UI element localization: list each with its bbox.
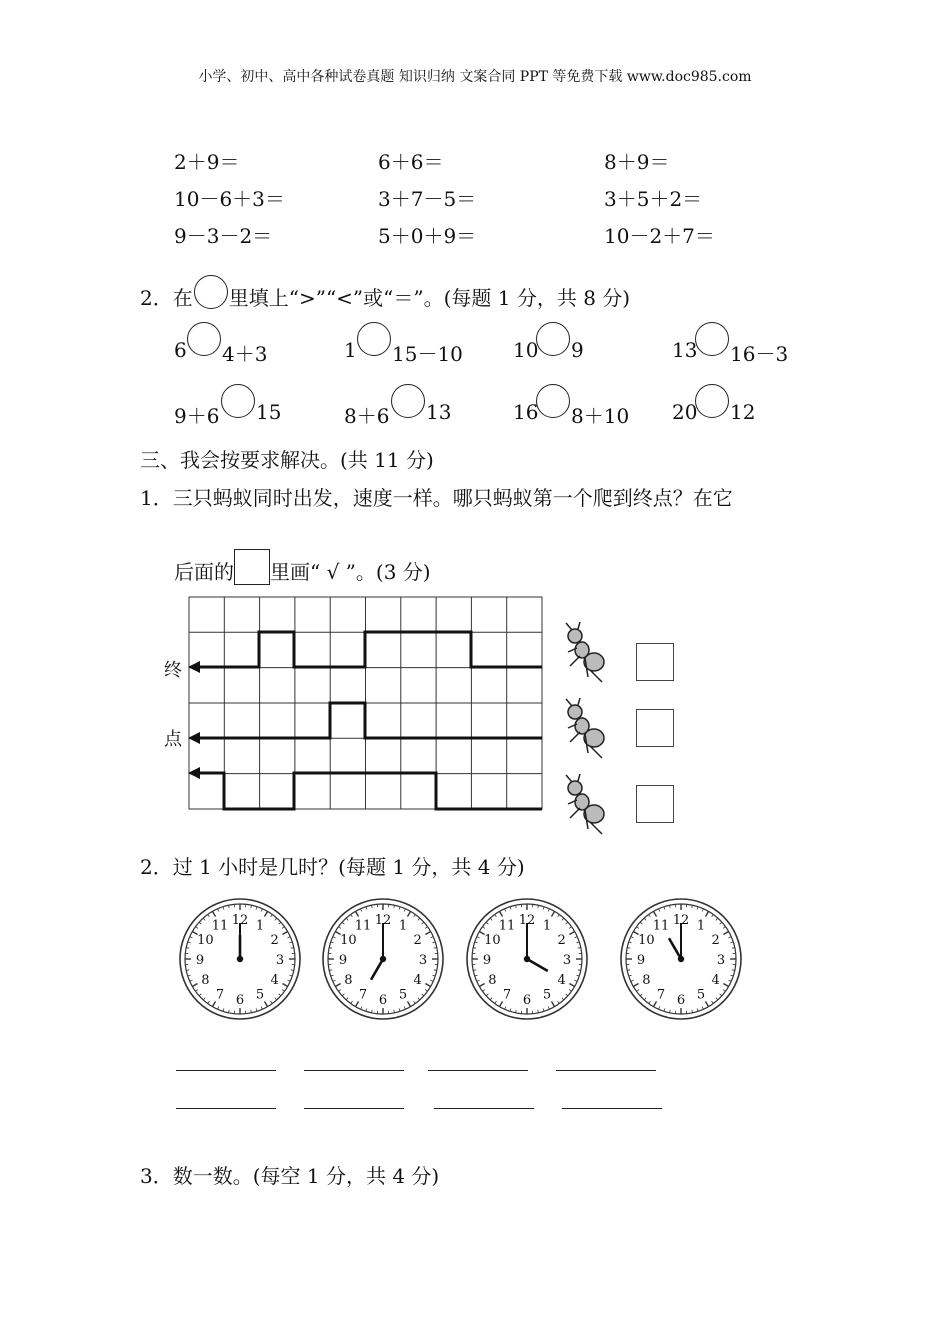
ant-icon <box>560 774 612 836</box>
compare-answer-circle[interactable] <box>187 322 221 356</box>
compare-right: 4＋3 <box>222 342 268 366</box>
clock-tick <box>282 927 284 929</box>
clock-tick <box>288 980 291 981</box>
clock-number: 11 <box>354 918 372 934</box>
clock-tick <box>282 984 287 987</box>
finish-label: 终 <box>164 660 182 681</box>
clock-tick <box>644 918 646 920</box>
clock-tick <box>706 911 709 916</box>
compare-left: 9＋6 <box>174 404 220 428</box>
clock-tick <box>475 975 478 976</box>
clock-tick <box>569 990 571 992</box>
clock-number: 4 <box>270 973 279 988</box>
clock-number: 5 <box>255 987 265 1003</box>
clock-tick <box>431 980 434 981</box>
arrow-icon <box>188 732 200 744</box>
compare-left: 10 <box>513 338 539 362</box>
clock-tick <box>575 980 578 981</box>
clock-tick <box>569 932 574 935</box>
clock-tick <box>408 911 411 916</box>
clock-tick <box>723 927 725 929</box>
clock-tick <box>505 1007 506 1010</box>
clock-tick <box>408 1001 411 1006</box>
clock-number: 10 <box>340 933 357 948</box>
clock-tick <box>203 918 205 920</box>
compare-right: 15－10 <box>392 342 463 366</box>
clock-tick <box>361 909 362 912</box>
clock-tick <box>256 1008 257 1011</box>
clock-tick <box>261 909 262 912</box>
compare-item <box>513 400 630 428</box>
clock-number: 8 <box>488 973 497 988</box>
compare-answer-circle[interactable] <box>695 384 729 418</box>
clock-tick <box>495 915 497 917</box>
clock-tick <box>213 911 216 916</box>
clock-face <box>321 897 445 1021</box>
clock-tick <box>552 911 555 916</box>
clock-tick <box>351 1001 353 1003</box>
clock-number: 1 <box>696 918 706 934</box>
clock-number: 4 <box>413 973 422 988</box>
clock-number: 6 <box>676 993 686 1008</box>
clock-tick <box>282 990 284 992</box>
clock-tick <box>723 984 728 987</box>
compare-answer-circle[interactable] <box>221 384 255 418</box>
ant-icon <box>560 698 612 760</box>
clock-center <box>380 956 386 962</box>
q3-1-text-line2 <box>174 549 431 585</box>
clock-tick <box>208 1001 210 1003</box>
clock-tick <box>486 922 488 924</box>
clock-tick <box>404 909 405 912</box>
clock-tick <box>659 909 660 912</box>
clock-tick <box>279 922 281 924</box>
compare-left: 1 <box>344 338 357 362</box>
clock-number: 4 <box>557 973 566 988</box>
clock-tick <box>425 990 427 992</box>
clock-number: 9 <box>195 953 205 968</box>
clock-tick <box>366 1008 367 1011</box>
clock-tick <box>562 998 564 1000</box>
clock-tick <box>199 994 201 996</box>
clock-number: 10 <box>484 933 501 948</box>
clock-number: 2 <box>270 933 279 948</box>
compare-right: 16－3 <box>730 342 789 366</box>
circle-icon <box>194 275 228 309</box>
clock-tick <box>431 937 434 938</box>
clock-tick <box>490 998 492 1000</box>
compare-item <box>344 338 463 366</box>
compare-item <box>513 338 584 362</box>
clock-number: 3 <box>418 953 428 968</box>
answer-line[interactable] <box>562 1108 662 1109</box>
clock-number: 1 <box>255 918 265 934</box>
compare-item <box>174 338 268 366</box>
clock-tick <box>366 907 367 910</box>
clock-tick <box>399 907 400 910</box>
clock-tick <box>289 975 292 976</box>
clock-tick <box>265 911 268 916</box>
clock-tick <box>720 994 722 996</box>
clock-number: 10 <box>197 933 214 948</box>
clock-tick <box>723 932 728 935</box>
clock-tick <box>637 990 639 992</box>
q2-prefix: 2．在 <box>140 286 193 310</box>
clock-tick <box>720 922 722 924</box>
clock-number: 7 <box>358 987 368 1003</box>
clock-tick <box>342 994 344 996</box>
clock-tick <box>404 1007 405 1010</box>
clock-tick <box>333 980 336 981</box>
clock-tick <box>422 922 424 924</box>
answer-box[interactable] <box>636 643 674 681</box>
clock-tick <box>543 1008 544 1011</box>
square-icon <box>234 549 270 585</box>
clock-hour-hand <box>669 938 681 959</box>
clock-number: 9 <box>482 953 492 968</box>
clock-tick <box>562 918 564 920</box>
clock-face <box>619 897 743 1021</box>
clock-tick <box>631 937 634 938</box>
clock-tick <box>275 918 277 920</box>
clock-tick <box>275 998 277 1000</box>
compare-item <box>344 400 452 429</box>
clock-tick <box>702 909 703 912</box>
clock-tick <box>510 1008 511 1011</box>
clock-tick <box>505 909 506 912</box>
clock-tick <box>552 1001 555 1006</box>
compare-right: 12 <box>730 400 756 424</box>
clock-face <box>178 897 302 1021</box>
clock-tick <box>425 984 430 987</box>
clock-tick <box>569 984 574 987</box>
q3-1-pre: 后面的 <box>174 560 234 584</box>
clock-number: 5 <box>696 987 706 1003</box>
clock-tick <box>543 907 544 910</box>
clock-tick <box>265 1001 268 1006</box>
clock-tick <box>432 942 435 943</box>
clock-number: 7 <box>656 987 666 1003</box>
clock-tick <box>712 915 714 917</box>
q2-title <box>140 275 630 311</box>
clock-tick <box>576 942 579 943</box>
clock-number: 12 <box>231 913 249 928</box>
clock-tick <box>271 1001 273 1003</box>
clock-number: 12 <box>518 913 536 928</box>
clock-tick <box>425 932 430 935</box>
clock-tick <box>425 927 427 929</box>
clock-tick <box>558 1001 560 1003</box>
clock-tick <box>664 1008 665 1011</box>
compare-right: 15 <box>256 400 282 424</box>
clock-tick <box>188 975 191 976</box>
clock-tick <box>223 907 224 910</box>
clock-tick <box>637 927 639 929</box>
clock-tick <box>730 942 733 943</box>
clock-hour-hand <box>527 959 548 971</box>
answer-line[interactable] <box>428 1070 528 1071</box>
clock-tick <box>203 998 205 1000</box>
clock-tick <box>716 918 718 920</box>
clock-tick <box>196 927 198 929</box>
clock-tick <box>261 1007 262 1010</box>
clock-tick <box>346 998 348 1000</box>
clock-tick <box>649 915 651 917</box>
clock-number: 3 <box>562 953 572 968</box>
clock-number: 1 <box>398 918 408 934</box>
clock-tick <box>282 932 287 935</box>
calc-problem: 6＋6＝ <box>378 150 444 174</box>
clock-tick <box>510 907 511 910</box>
clock-number: 3 <box>275 953 285 968</box>
clock-tick <box>331 975 334 976</box>
compare-left: 13 <box>672 338 698 362</box>
clock-tick <box>356 911 359 916</box>
finish-label: 点 <box>164 729 182 750</box>
calc-problem: 10－2＋7＝ <box>604 224 715 248</box>
clock-tick <box>477 980 480 981</box>
q3-1-text-line1: 1．三只蚂蚁同时出发，速度一样。哪只蚂蚁第一个爬到终点？在它 <box>140 486 733 510</box>
clock-tick <box>256 907 257 910</box>
clock-tick <box>342 922 344 924</box>
clock-number: 2 <box>711 933 720 948</box>
clock-tick <box>664 907 665 910</box>
calc-problem: 3＋7－5＝ <box>378 187 477 211</box>
answer-line[interactable] <box>556 1070 656 1071</box>
ant-icon <box>560 622 612 684</box>
clock-tick <box>192 984 197 987</box>
compare-right: 13 <box>426 400 452 424</box>
clock-tick <box>483 927 485 929</box>
answer-line[interactable] <box>304 1070 404 1071</box>
clock-number: 3 <box>716 953 726 968</box>
arrow-icon <box>188 767 200 779</box>
clock-number: 11 <box>211 918 229 934</box>
clock-tick <box>196 990 198 992</box>
answer-box[interactable] <box>636 785 674 823</box>
clock-face <box>465 897 589 1021</box>
ant-path-3 <box>194 773 542 809</box>
clock-tick <box>500 911 503 916</box>
clock-tick <box>629 942 632 943</box>
calc-problem: 2＋9＝ <box>174 150 240 174</box>
clock-number: 6 <box>235 993 245 1008</box>
clock-tick <box>190 980 193 981</box>
compare-answer-circle[interactable] <box>695 322 729 356</box>
clock-tick <box>644 998 646 1000</box>
q3-3-title: 3．数一数。(每空 1 分，共 4 分) <box>140 1164 440 1188</box>
arrow-icon <box>188 661 200 673</box>
clock-tick <box>490 918 492 920</box>
clock-tick <box>548 1007 549 1010</box>
clock-tick <box>697 907 698 910</box>
compare-answer-circle[interactable] <box>357 322 391 356</box>
clock-number: 4 <box>711 973 720 988</box>
answer-line[interactable] <box>176 1108 276 1109</box>
clock-center <box>678 956 684 962</box>
calc-problem: 9－3－2＝ <box>174 224 273 248</box>
clock-tick <box>633 984 638 987</box>
compare-left: 16 <box>513 400 539 424</box>
clock-tick <box>331 942 334 943</box>
clock-tick <box>208 915 210 917</box>
clock-tick <box>422 994 424 996</box>
clock-tick <box>576 975 579 976</box>
calc-problem: 3＋5＋2＝ <box>604 187 703 211</box>
section-3-title: 三、我会按要求解决。(共 11 分) <box>140 448 434 472</box>
clock-number: 9 <box>338 953 348 968</box>
q2-suffix: 里填上“>”“<”或“＝”。(每题 1 分，共 8 分) <box>228 286 631 310</box>
clock-number: 11 <box>498 918 516 934</box>
clock-tick <box>288 937 291 938</box>
clock-tick <box>335 984 340 987</box>
clock-tick <box>418 918 420 920</box>
ant-path-grid <box>186 595 546 813</box>
ant-path-2 <box>194 703 542 738</box>
clock-tick <box>702 1007 703 1010</box>
compare-item <box>672 338 789 366</box>
clock-tick <box>566 994 568 996</box>
clock-tick <box>432 975 435 976</box>
clock-tick <box>333 937 336 938</box>
clock-tick <box>223 1008 224 1011</box>
clock-tick <box>654 911 657 916</box>
clock-tick <box>649 1001 651 1003</box>
clock-tick <box>475 942 478 943</box>
clock-tick <box>712 1001 714 1003</box>
clock-tick <box>399 1008 400 1011</box>
clock-center <box>237 956 243 962</box>
answer-line[interactable] <box>304 1108 404 1109</box>
answer-line[interactable] <box>434 1108 534 1109</box>
clock-tick <box>659 1007 660 1010</box>
clock-number: 11 <box>652 918 670 934</box>
q3-1-post: 里画“ √ ”。(3 分) <box>270 560 431 584</box>
clock-tick <box>218 909 219 912</box>
clock-tick <box>477 937 480 938</box>
clock-number: 8 <box>344 973 353 988</box>
clock-tick <box>495 1001 497 1003</box>
clock-tick <box>486 994 488 996</box>
compare-answer-circle[interactable] <box>536 322 570 356</box>
clock-tick <box>716 998 718 1000</box>
page-header: 小学、初中、高中各种试卷真题 知识归纳 文案合同 PPT 等免费下载 www.doc985.com <box>198 69 752 85</box>
calc-problem: 5＋0＋9＝ <box>378 224 477 248</box>
clock-tick <box>414 915 416 917</box>
clock-number: 1 <box>542 918 552 934</box>
compare-left: 6 <box>174 338 187 362</box>
clock-number: 2 <box>557 933 566 948</box>
compare-left: 8＋6 <box>344 404 390 428</box>
clock-tick <box>697 1008 698 1011</box>
clock-tick <box>414 1001 416 1003</box>
clock-tick <box>361 1007 362 1010</box>
clock-tick <box>199 922 201 924</box>
clock-tick <box>558 915 560 917</box>
clock-tick <box>218 1007 219 1010</box>
clock-tick <box>730 975 733 976</box>
ant-path-1 <box>194 632 542 667</box>
clock-tick <box>279 994 281 996</box>
clock-tick <box>351 915 353 917</box>
clock-tick <box>723 990 725 992</box>
clock-tick <box>629 975 632 976</box>
compare-left: 20 <box>672 400 698 424</box>
clock-number: 9 <box>636 953 646 968</box>
clock-number: 2 <box>413 933 422 948</box>
clock-tick <box>640 922 642 924</box>
clock-number: 10 <box>638 933 655 948</box>
calc-problem: 10－6＋3＝ <box>174 187 285 211</box>
clock-tick <box>640 994 642 996</box>
clock-tick <box>190 937 193 938</box>
clock-tick <box>483 990 485 992</box>
clock-tick <box>339 990 341 992</box>
clock-tick <box>566 922 568 924</box>
clock-tick <box>729 937 732 938</box>
clock-number: 12 <box>374 913 392 928</box>
clock-number: 5 <box>542 987 552 1003</box>
clock-tick <box>418 998 420 1000</box>
clock-tick <box>188 942 191 943</box>
compare-answer-circle[interactable] <box>391 384 425 418</box>
compare-right: 8＋10 <box>571 404 630 428</box>
compare-answer-circle[interactable] <box>536 384 570 418</box>
clock-tick <box>479 984 484 987</box>
clock-hour-hand <box>371 959 383 980</box>
clock-number: 6 <box>522 993 532 1008</box>
clock-number: 6 <box>378 993 388 1008</box>
answer-box[interactable] <box>636 709 674 747</box>
compare-item <box>174 400 282 429</box>
compare-item <box>672 400 756 424</box>
clock-number: 12 <box>672 913 690 928</box>
clock-number: 5 <box>398 987 408 1003</box>
clock-tick <box>339 927 341 929</box>
clock-tick <box>729 980 732 981</box>
q3-2-title: 2．过 1 小时是几时？(每题 1 分，共 4 分) <box>140 855 525 879</box>
clock-tick <box>346 918 348 920</box>
clock-number: 8 <box>201 973 210 988</box>
clock-number: 8 <box>642 973 651 988</box>
clock-center <box>524 956 530 962</box>
compare-right: 9 <box>571 338 584 362</box>
clock-tick <box>631 980 634 981</box>
clock-number: 7 <box>215 987 225 1003</box>
clock-tick <box>289 942 292 943</box>
clock-tick <box>706 1001 709 1006</box>
clock-tick <box>569 927 571 929</box>
clock-tick <box>575 937 578 938</box>
clock-number: 7 <box>502 987 512 1003</box>
clock-tick <box>271 915 273 917</box>
answer-line[interactable] <box>176 1070 276 1071</box>
clock-tick <box>548 909 549 912</box>
calc-problem: 8＋9＝ <box>604 150 670 174</box>
